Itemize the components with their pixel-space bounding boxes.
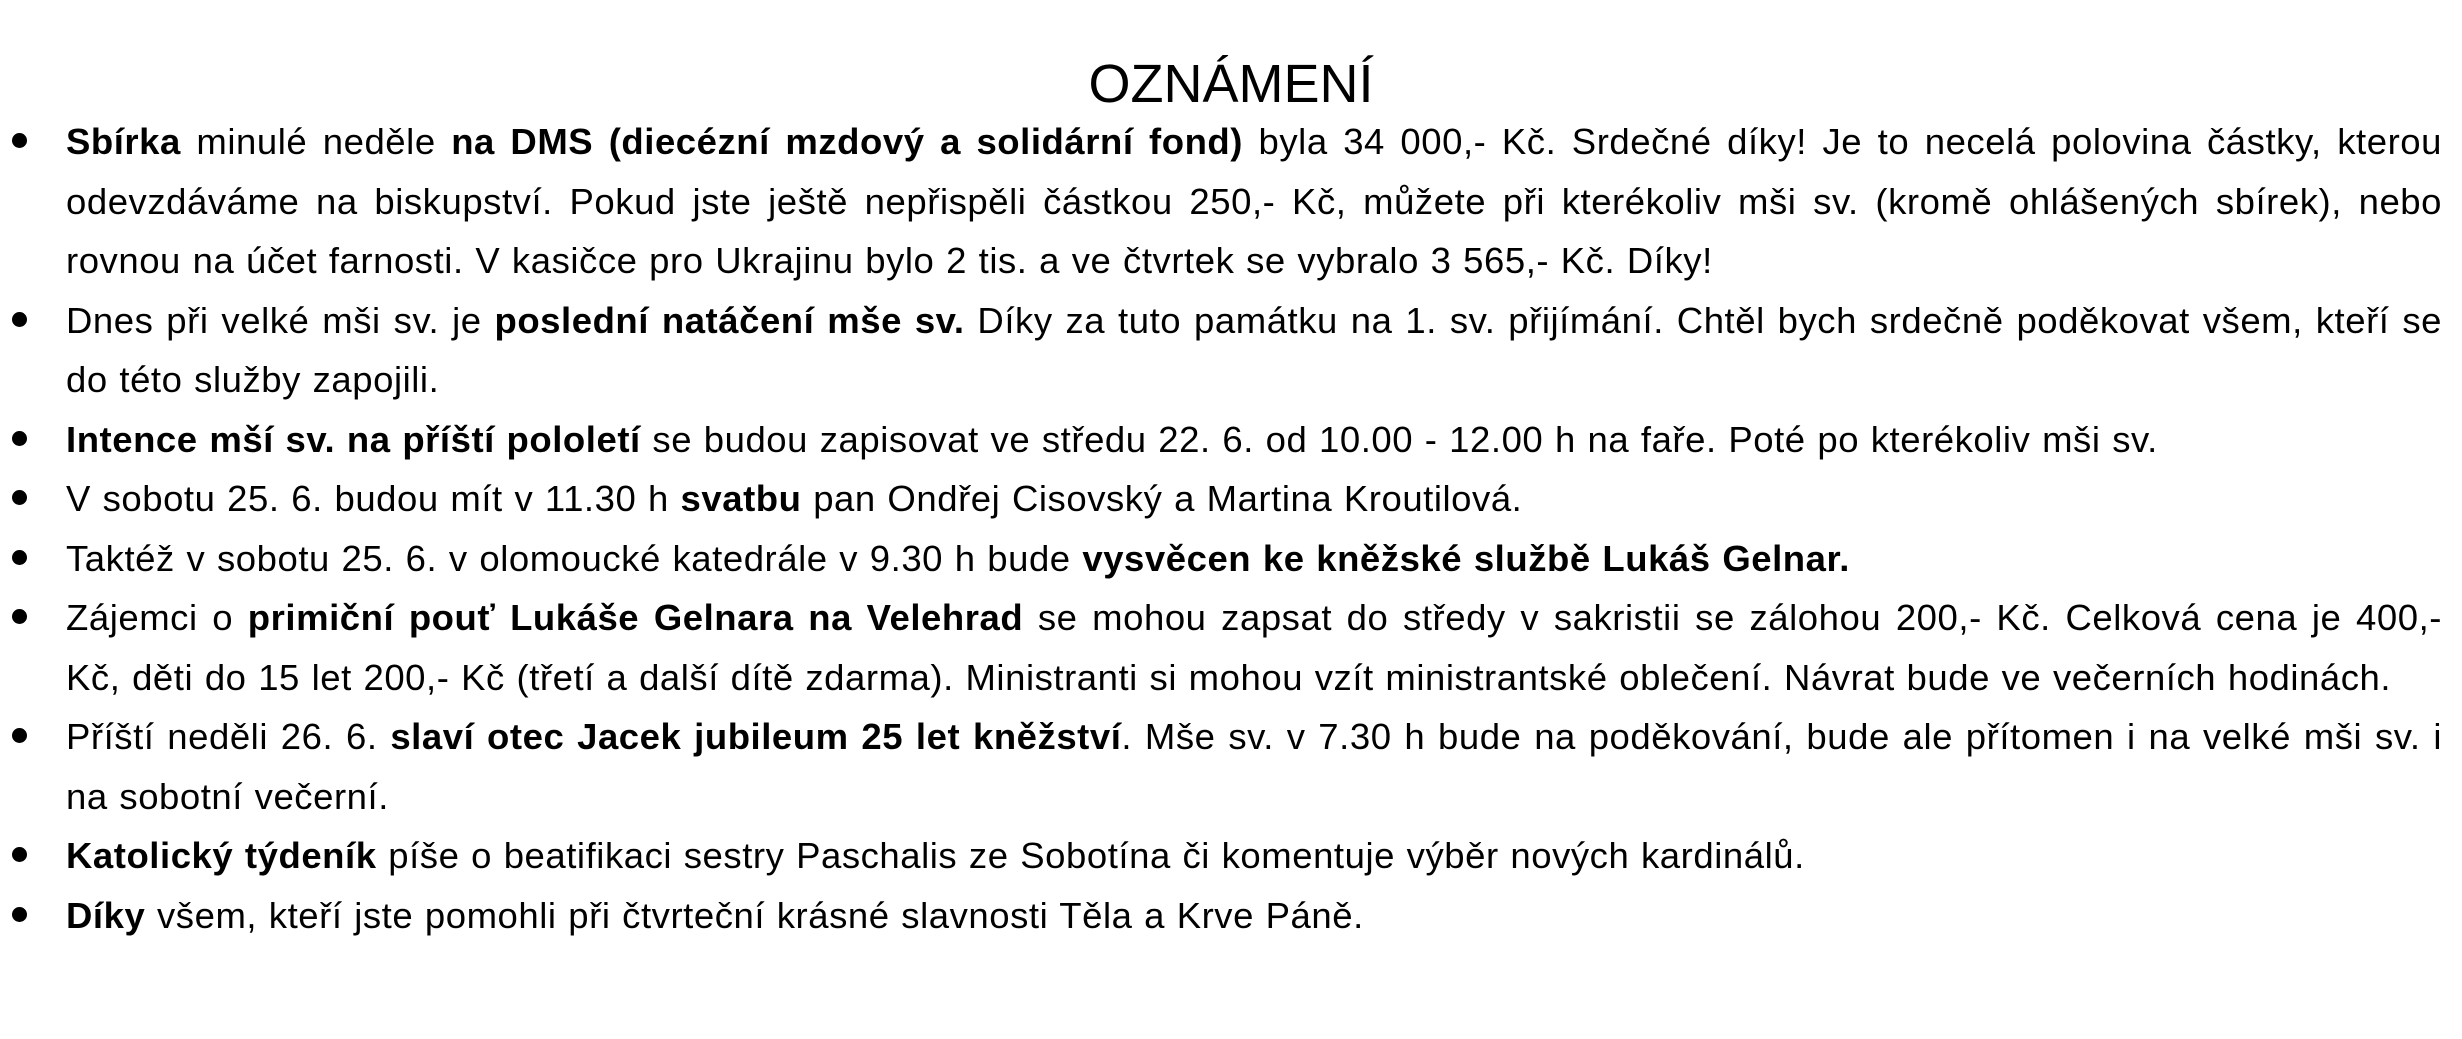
item-text — [66, 886, 2442, 946]
plain-text: se budou zapisovat ve středu 22. 6. od 10.00 - 12.00 h na faře. Poté po kterékoliv mši sv. — [640, 418, 2158, 460]
plain-text: všem, kteří jste pomohli při čtvrteční krásné slavnosti Těla a Krve Páně. — [145, 894, 1364, 936]
list-item-mass-intentions — [0, 410, 2442, 470]
bold-text: Sbírka — [66, 121, 181, 162]
bullet-icon — [12, 728, 27, 743]
bullet-icon — [12, 133, 27, 148]
item-text — [66, 588, 2442, 707]
bold-text: Katolický týdeník — [66, 835, 377, 876]
bold-text: Intence mší sv. na příští pololetí — [66, 418, 641, 460]
bullet-icon — [12, 847, 27, 862]
bold-text: Díky — [66, 894, 146, 936]
plain-text: . Mše sv. v 7.30 h bude na poděkování, bude ale přítomen i na velké mši sv. i na sobotní večerní. — [66, 716, 2442, 817]
plain-text: Příští neděli 26. 6. — [66, 716, 391, 757]
list-item-filming — [0, 291, 2442, 410]
plain-text: Dnes při velké mši sv. je — [66, 299, 495, 341]
item-text — [66, 826, 2442, 886]
list-item-collection — [0, 112, 2442, 291]
plain-text: Díky za tuto památku na 1. sv. přijímání. Chtěl bych srdečně poděkovat všem, kteří se do této služby zapojili. — [66, 299, 2443, 400]
bold-text: svatbu — [680, 478, 802, 519]
bullet-icon — [12, 550, 27, 565]
item-text — [66, 291, 2442, 410]
list-item-thanks — [0, 886, 2442, 946]
plain-text: se mohou zapsat do středy v sakristii se zálohou 200,- Kč. Celková cena je 400,- Kč, děti do 15 let 200,- Kč (třetí a další dítě zdarma). Ministranti si mohou vzít ministrantské oblečení. Návrat bude ve večerních hodinách. — [66, 597, 2442, 698]
bold-text: na DMS (diecézní mzdový a solidární fond) — [451, 121, 1243, 162]
plain-text: V sobotu 25. 6. budou mít v 11.30 h — [66, 478, 681, 519]
plain-text: píše o beatifikaci sestry Paschalis ze Sobotína či komentuje výběr nových kardinálů. — [376, 835, 1805, 876]
plain-text: pan Ondřej Cisovský a Martina Kroutilová. — [801, 478, 1523, 519]
item-text — [66, 707, 2442, 826]
bullet-icon — [12, 431, 27, 446]
bullet-icon — [12, 907, 27, 922]
list-item-weekly — [0, 826, 2442, 886]
bold-text: poslední natáčení mše sv. — [494, 299, 965, 341]
bullet-icon — [12, 312, 27, 327]
bold-text: vysvěcen ke kněžské službě Lukáš Gelnar. — [1082, 537, 1850, 579]
item-text — [66, 529, 2442, 589]
list-item-ordination — [0, 529, 2442, 589]
list-item-pilgrimage — [0, 588, 2442, 707]
plain-text: minulé neděle — [180, 121, 452, 162]
item-text — [66, 469, 2442, 529]
page-title: OZNÁMENÍ — [1088, 54, 1374, 115]
bullet-icon — [12, 490, 27, 505]
item-text — [66, 112, 2442, 291]
plain-text: byla 34 000,- Kč. Srdečné díky! Je to necelá polovina částky, kterou odevzdáváme na biskupství. Pokud jste ještě nepřispěli částkou 250,- Kč, můžete při kterékoliv mši sv. (kromě ohlášených sbírek), nebo rovnou na účet farnosti. V kasičce pro Ukrajinu bylo 2 tis. a ve čtvrtek se vybralo 3 565,- Kč. Díky! — [66, 121, 2442, 281]
item-text — [66, 410, 2442, 470]
plain-text: Taktéž v sobotu 25. 6. v olomoucké katedrále v 9.30 h bude — [66, 537, 1083, 579]
bold-text: slaví otec Jacek jubileum 25 let kněžství — [390, 716, 1122, 757]
bold-text: primiční pouť Lukáše Gelnara na Velehrad — [247, 597, 1024, 638]
list-item-wedding — [0, 469, 2442, 529]
plain-text: Zájemci o — [66, 597, 248, 638]
announcement-list — [0, 112, 2442, 945]
list-item-jubilee — [0, 707, 2442, 826]
bullet-icon — [12, 609, 27, 624]
